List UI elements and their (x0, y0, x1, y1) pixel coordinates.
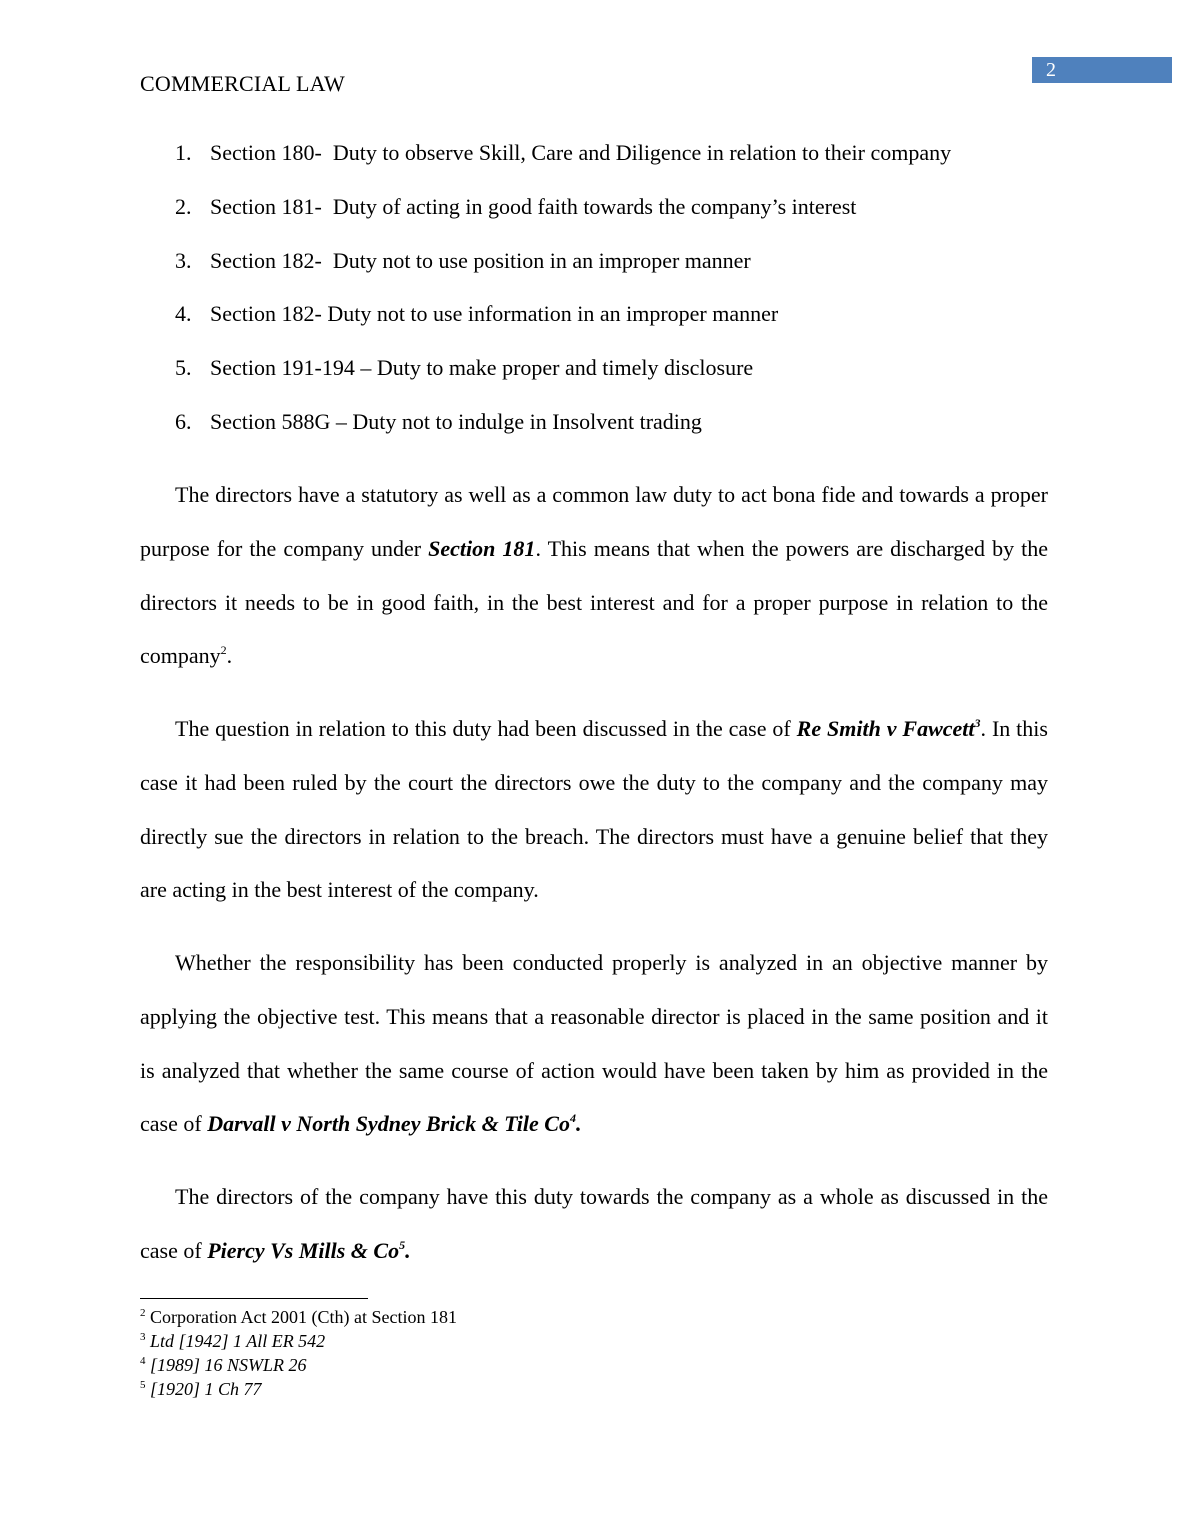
footnote-reference: 2 (220, 643, 227, 658)
list-item-text: Section 588G – Duty not to indulge in Insolvent trading (210, 408, 702, 434)
list-item (140, 138, 1050, 192)
case-citation: Piercy Vs Mills & Co (207, 1237, 400, 1263)
list-item-text: Section 180- Duty to observe Skill, Care and Diligence in relation to their company (210, 140, 952, 165)
footnote-reference: 4 (569, 1111, 576, 1126)
paragraph-text: . This means that when the powers are discharged by the directors it needs to be in good faith, in the best interest and for a proper purpose in relation to the company (140, 535, 1049, 669)
paragraph-text: Whether the responsibility has been conducted properly is analyzed in an objective manner by applying the objective test. This means that a reasonable director is placed in the same position and it is analyzed that whether the same course of action would have been taken by him as provided in the case of (140, 950, 1048, 1137)
paragraph-text: . (405, 1237, 411, 1263)
running-header-title: COMMERCIAL LAW (140, 71, 345, 96)
duties-list (140, 138, 1050, 461)
list-item (140, 353, 1050, 407)
case-citation: Darvall v North Sydney Brick & Tile Co (207, 1111, 570, 1137)
list-item-text: Section 182- Duty not to use position in an improper manner (210, 247, 751, 273)
paragraph-text: . (575, 1111, 582, 1137)
footnote-text: Corporation Act 2001 (Cth) at Section 181 (150, 1307, 457, 1327)
footnote-text: Ltd [1942] 1 All ER 542 (150, 1331, 326, 1351)
list-item-text: Section 191-194 – Duty to make proper and timely disclosure (210, 355, 754, 381)
paragraph-company-as-whole (140, 1170, 1048, 1278)
footnote-number: 2 (140, 1307, 146, 1319)
list-item-number: 5. (175, 355, 192, 381)
footnote-number: 4 (140, 1355, 146, 1367)
list-item-number: 2. (175, 193, 192, 219)
footnote-text: [1920] 1 Ch 77 (150, 1379, 262, 1399)
paragraph-text: The directors have a statutory as well as a common law duty to act bona fide and towards a proper purpose for the company under (140, 482, 1048, 561)
footnote (140, 1329, 457, 1353)
footnote (140, 1353, 457, 1377)
list-item-number: 4. (175, 301, 192, 327)
list-item (140, 192, 1050, 246)
paragraph-statutory-duty (140, 468, 1048, 683)
footnote-text: [1989] 16 NSWLR 26 (150, 1355, 307, 1375)
case-citation: Section 181 (428, 535, 536, 561)
footnote-reference: 3 (974, 716, 981, 730)
footnote (140, 1377, 457, 1401)
list-item-number: 1. (175, 140, 192, 165)
footnote-separator (140, 1298, 368, 1299)
footnote-reference: 5 (399, 1237, 406, 1252)
list-item (140, 246, 1050, 300)
page-number-badge (1032, 57, 1172, 83)
footnotes (140, 1305, 457, 1401)
list-item-text: Section 182- Duty not to use information in an improper manner (210, 301, 779, 327)
list-item-text: Section 181- Duty of acting in good faith towards the company’s interest (210, 193, 857, 219)
case-citation: Re Smith v Fawcett (796, 716, 975, 741)
footnote-number: 5 (140, 1379, 146, 1391)
page-number: 2 (1046, 59, 1056, 81)
paragraph-smith-fawcett (140, 702, 1048, 917)
paragraph-text: The directors of the company have this duty towards the company as a whole as discussed in the case of (140, 1184, 1048, 1263)
paragraph-text: . (226, 643, 233, 669)
paragraph-text: The question in relation to this duty had been discussed in the case of (175, 716, 797, 741)
footnote-number: 3 (140, 1331, 146, 1343)
list-item-number: 6. (175, 408, 192, 434)
footnote (140, 1305, 457, 1329)
list-item-number: 3. (175, 247, 192, 273)
paragraph-objective-test (140, 936, 1048, 1151)
paragraph-text: . In this case it had been ruled by the court the directors owe the duty to the company and the company may directly sue the directors in relation to the breach. The directors must have a genuine belief that they are acting in the best interest of the company. (140, 716, 1048, 903)
list-item (140, 299, 1050, 353)
list-item (140, 407, 1050, 461)
